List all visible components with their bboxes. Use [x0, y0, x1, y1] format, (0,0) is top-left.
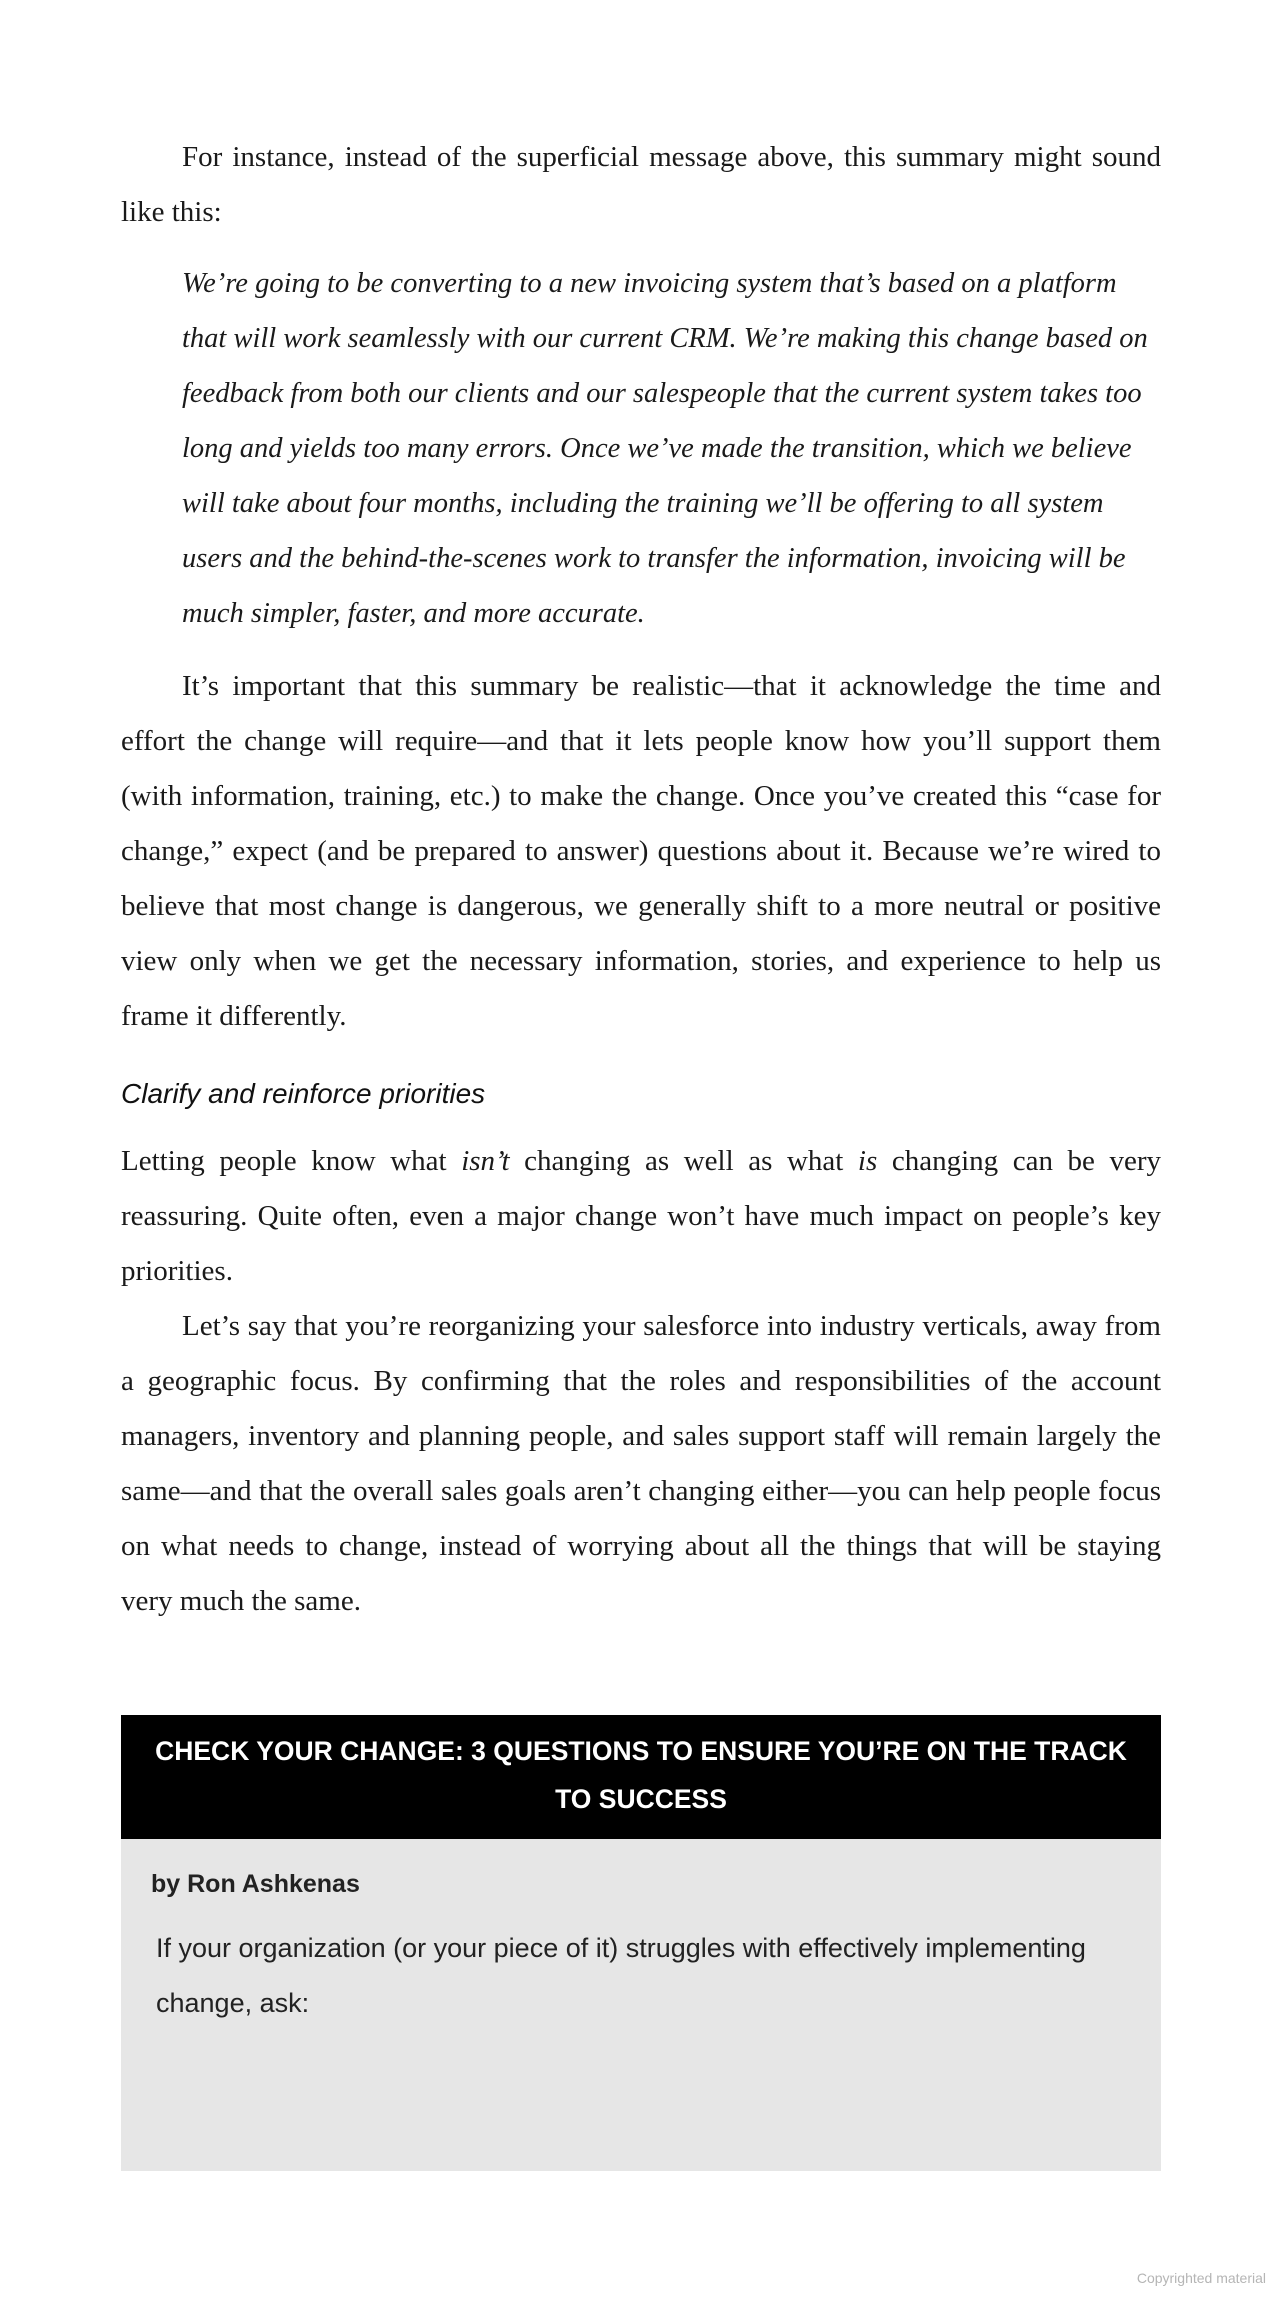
quote-text: We’re going to be converting to a new invoicing system that’s based on a platform that will work seamlessly with our current CRM. We’re making this change based on feedback from both our clients and our salespeople that the current system takes too long and yields too many errors. Once we’ve made the transition, which we believe will take about four months, including the training we’ll be offering to all system users and the behind-the-scenes work to transfer the information, invoicing will be much simpler, faster, and more accurate. [182, 268, 1148, 629]
realistic-paragraph: It’s important that this summary be realistic—that it acknowledge the time and effort the change will require—and that it lets people know how you’ll support them (with information, training, etc.) to make the change. Once you’ve created this “case for change,” expect (and be prepared to answer) questions about it. Because we’re wired to believe that most change is dangerous, we generally shift to a more neutral or positive view only when we get the necessary information, stories, and experience to help us frame it differently. [121, 670, 1161, 1032]
priorities-text-c: changing can be very reassuring. Quite often, even a major change won’t have much impact on people’s key priorities. [121, 1145, 1161, 1287]
page-body [121, 130, 1161, 1629]
priorities-text-a: Letting people know what [121, 1145, 462, 1177]
priorities-paragraph [121, 1134, 1161, 1299]
intro-paragraph: For instance, instead of the superficial message above, this summary might sound like this: [121, 141, 1161, 228]
sidebar-title: CHECK YOUR CHANGE: 3 QUESTIONS TO ENSURE YOU’RE ON THE TRACK TO SUCCESS [121, 1715, 1161, 1839]
priorities-text-b: changing as well as what [509, 1145, 858, 1177]
sidebar-body-text: If your organization (or your piece of it) struggles with effectively implementing change, ask: [156, 1933, 1086, 2018]
copyright-watermark: Copyrighted material [1136, 2270, 1266, 2286]
section-heading: Clarify and reinforce priorities [121, 1078, 486, 1109]
sidebar-byline: by Ron Ashkenas [151, 1870, 360, 1898]
salesforce-paragraph: Let’s say that you’re reorganizing your salesforce into industry verticals, away from a geographic focus. By confirming that the roles and responsibilities of the account managers, inventory and planning people, and sales support staff will remain largely the same—and that the overall sales goals aren’t changing either—you can help people focus on what needs to change, instead of worrying about all the things that will be staying very much the same. [121, 1310, 1161, 1617]
priorities-emphasis-is: is [857, 1145, 878, 1177]
sidebar-box [121, 1715, 1161, 2171]
example-quote [182, 256, 1161, 641]
priorities-emphasis-isnt: isn’t [461, 1145, 510, 1177]
